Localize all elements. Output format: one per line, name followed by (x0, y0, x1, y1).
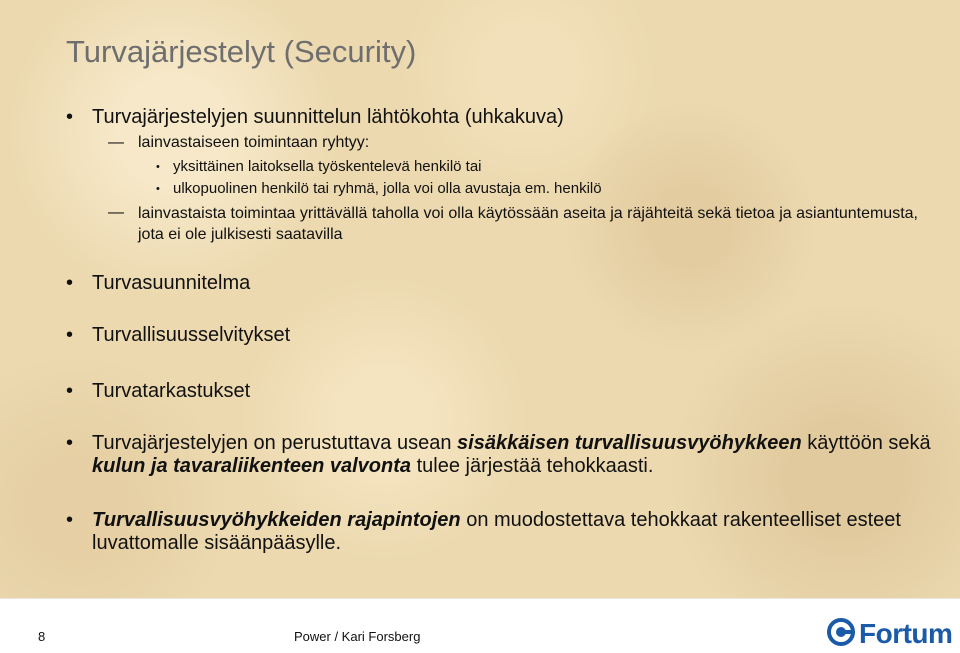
bullet-text: Turvasuunnitelma (92, 272, 251, 294)
fortum-logo-icon (826, 617, 856, 652)
sub-bullet-text: lainvastaista toimintaa yrittävällä taholla voi olla käytössään aseita ja räjähteitä sekä tietoa ja asiantuntemusta, jota ei ole julkisesti saatavilla (138, 205, 918, 243)
sub-bullet-text: lainvastaiseen toimintaan ryhtyy: (138, 134, 370, 151)
bullet-marker: • (66, 380, 74, 402)
bullet-text: Turvallisuusselvitykset (92, 324, 291, 346)
bullet-marker: • (66, 272, 74, 294)
emphasis: sisäkkäisen turvallisuusvyöhykkeen (457, 432, 802, 454)
bullet-text: Turvatarkastukset (92, 380, 251, 402)
logo-wordmark: Fortum (859, 618, 953, 649)
sub-sub-bullet-text: ulkopuolinen henkilö tai ryhmä, jolla voi olla avustaja em. henkilö (173, 180, 602, 197)
bullet-marker: • (66, 432, 74, 454)
small-bullet-marker: • (156, 161, 160, 173)
sub-sub-bullet-text: yksittäinen laitoksella työskentelevä henkilö tai (173, 158, 482, 175)
bullet-text: Turvajärjestelyjen suunnittelun lähtökohta (uhkakuva) (92, 106, 564, 128)
bullet-text: Turvajärjestelyjen on perustuttava usean sisäkkäisen turvallisuusvyöhykkeen käyttöön sekä kulun ja tavaraliikenteen valvonta tulee järjestää tehokkaasti. (92, 432, 931, 477)
slide-footer (0, 598, 960, 653)
fortum-logo (826, 617, 952, 651)
bullet-marker: • (66, 509, 74, 531)
slide-title: Turvajärjestelyt (Security) (66, 34, 417, 69)
small-bullet-marker: • (156, 183, 160, 195)
emphasis: kulun ja tavaraliikenteen valvonta (92, 455, 412, 477)
dash-marker: — (108, 134, 124, 151)
bullet-text: Turvallisuusvyöhykkeiden rajapintojen on muodostettava tehokkaat rakenteelliset esteet luvattomalle sisäänpääsylle. (92, 509, 901, 554)
bullet-marker: • (66, 324, 74, 346)
bullet-marker: • (66, 106, 74, 128)
page-number: 8 (38, 629, 46, 644)
dash-marker: — (108, 204, 124, 221)
footer-text: Power / Kari Forsberg (294, 629, 421, 644)
emphasis: Turvallisuusvyöhykkeiden rajapintojen (92, 509, 461, 531)
